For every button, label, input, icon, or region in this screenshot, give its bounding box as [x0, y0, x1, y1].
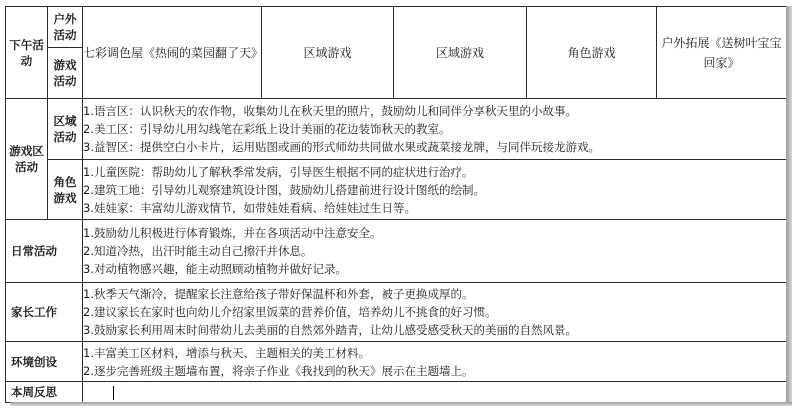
- list-item: 2.建议家长在家时也向幼儿介绍家里饭菜的营养价值，培养幼儿不挑食的好习惯。: [83, 305, 497, 319]
- reflection-label: 本周反思: [6, 382, 83, 403]
- list-item: 3.鼓励家长利用周末时间带幼儿去美丽的自然郊外踏青，让幼儿感受感受秋天的美丽的自然风景。: [83, 323, 577, 337]
- activity-tue: 区域游戏: [262, 7, 394, 99]
- daily-items: [83, 220, 787, 283]
- weekly-plan-sheet: [5, 6, 786, 402]
- reflection-row: [6, 382, 787, 403]
- weekly-plan-table: [5, 6, 787, 403]
- game-label: 游戏活动: [48, 48, 83, 99]
- parents-row: [6, 283, 787, 342]
- reflection-input[interactable]: [83, 382, 787, 403]
- list-item: 1.语言区：认识秋天的农作物，收集幼儿在秋天里的照片，鼓励幼儿和同伴分享秋天里的小故事。: [83, 104, 577, 118]
- list-item: 2.知道冷热，出汗时能主动自己擦汗并休息。: [83, 244, 313, 258]
- activity-thu: 角色游戏: [527, 7, 657, 99]
- zone-label: 区域活动: [48, 99, 83, 160]
- page-shadow-right: [786, 6, 792, 406]
- list-item: 3.对动植物感兴趣，能主动照顾动植物并做好记录。: [83, 262, 347, 276]
- list-item: 1.儿童医院：帮助幼儿了解秋季常发病，引导医生根据不同的症状进行治疗。: [83, 164, 474, 179]
- activity-mon: 七彩调色屋《热闹的菜园翻了天》: [83, 7, 262, 99]
- list-item: 1.鼓励幼儿积极进行体育锻炼，并在各项活动中注意安全。: [83, 226, 382, 240]
- list-item: 1.秋季天气渐冷，提醒家长注意给孩子带好保温杯和外套，被子更换成厚的。: [83, 287, 474, 301]
- daily-row: [6, 220, 787, 283]
- environment-items: [83, 342, 787, 382]
- role-label: 角色游戏: [48, 160, 83, 220]
- role-row: [6, 160, 787, 220]
- environment-row: [6, 342, 787, 382]
- role-items: [83, 160, 787, 220]
- game-area-label: 游戏区活动: [6, 99, 48, 220]
- daily-label: 日常活动: [6, 220, 83, 283]
- list-item: 1.丰富美工区材料，增添与秋天、主题相关的美工材料。: [83, 345, 370, 360]
- list-item: 2.建筑工地：引导幼儿观察建筑设计图，鼓励幼儿搭建前进行设计图纸的绘制。: [83, 182, 485, 197]
- list-item: 3.娃娃家：丰富幼儿游戏情节，如带娃娃看病、给娃娃过生日等。: [83, 200, 416, 215]
- text-cursor: [113, 386, 114, 400]
- list-item: 2.美工区：引导幼儿用勾线笔在彩纸上设计美丽的花边装饰秋天的教室。: [83, 122, 451, 136]
- parents-items: [83, 283, 787, 342]
- zone-row: [6, 99, 787, 160]
- parents-label: 家长工作: [6, 283, 83, 342]
- page-shadow-bottom: [10, 402, 792, 406]
- outdoor-label: 户外活动: [48, 7, 83, 48]
- environment-label: 环境创设: [6, 342, 83, 382]
- list-item: 3.益智区：提供空白小卡片，运用贴图或画的形式师幼共同做水果或蔬菜接龙牌，与同伴玩接龙游戏。: [83, 140, 600, 154]
- activity-fri: 户外拓展《送树叶宝宝回家》: [657, 7, 787, 99]
- activity-wed: 区域游戏: [394, 7, 527, 99]
- list-item: 2.逐步完善班级主题墙布置，将亲子作业《我找到的秋天》展示在主题墙上。: [83, 363, 474, 378]
- afternoon-outdoor-row: [6, 7, 787, 48]
- zone-items: [83, 99, 787, 160]
- afternoon-label: 下午活动: [6, 7, 48, 99]
